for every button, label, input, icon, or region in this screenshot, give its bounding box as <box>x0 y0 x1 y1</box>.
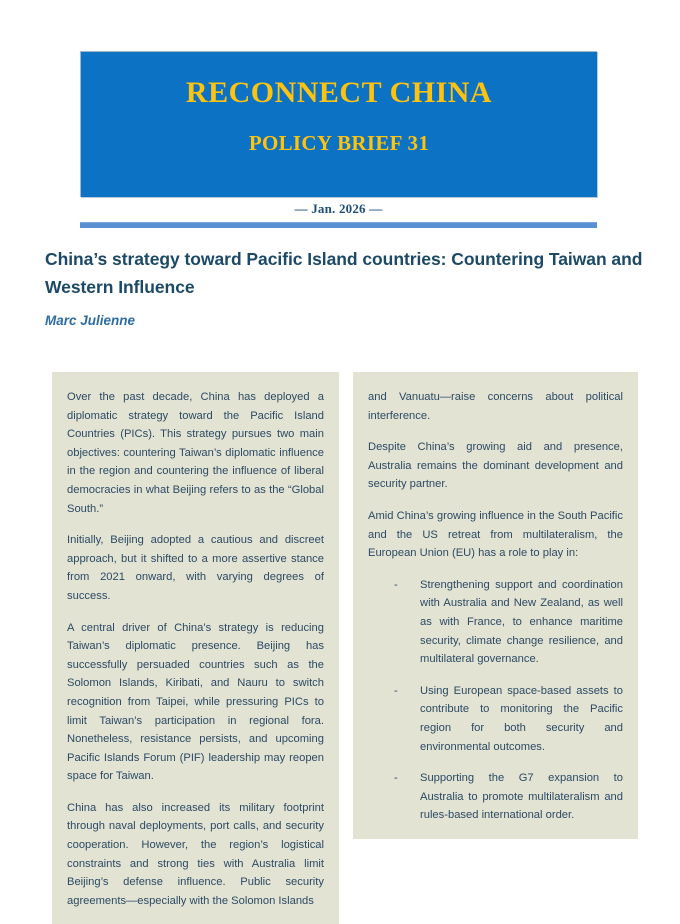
page-title: China’s strategy toward Pacific Island countries: Countering Taiwan and Western Influence <box>45 249 643 298</box>
body-paragraph: China has also increased its military footprint through naval deployments, port calls, and security cooperation. However, the region’s logistical constraints and strong ties with Australia limit Beijing’s defense influence. Public security agreements—especially with the Solomon Islands <box>67 801 324 907</box>
list-item-text: Strengthening support and coordination with Australia and New Zealand, as well as with France, to enhance maritime security, climate change resilience, and multilateral governance. <box>420 578 623 666</box>
author-name: Marc Julienne <box>45 312 136 328</box>
left-column-panel <box>52 372 339 924</box>
title-block <box>45 245 645 328</box>
list-item <box>368 576 623 669</box>
body-paragraph: Initially, Beijing adopted a cautious and discreet approach, but it shifted to a more assertive stance from 2021 onward, with varying degrees of success. <box>67 534 324 602</box>
content-columns <box>52 372 638 924</box>
body-paragraph: and Vanuatu—raise concerns about political interference. <box>368 391 623 422</box>
list-item-text: Supporting the G7 expansion to Australia to promote multilateralism and rules-based international order. <box>420 772 623 822</box>
body-paragraph: Amid China’s growing influence in the South Pacific and the US retreat from multilateralism, the European Union (EU) has a role to play in: <box>368 509 623 560</box>
list-item <box>368 769 623 825</box>
list-item <box>368 682 623 756</box>
issue-date: — Jan. 2026 — <box>294 201 383 216</box>
policy-brief-number: POLICY BRIEF 31 <box>248 131 430 155</box>
brand-title: RECONNECT CHINA <box>185 76 493 109</box>
dash-bullet-icon: - <box>394 578 398 591</box>
eu-recommendations-list <box>368 576 623 825</box>
body-paragraph: Over the past decade, China has deployed a diplomatic strategy toward the Pacific Island Countries (PICs). This strategy pursues two main objectives: countering Taiwan’s diplomatic influence in the region and countering the influence of liberal democracies in what Beijing refers to as the “Global South.” <box>67 391 324 515</box>
dash-bullet-icon: - <box>394 684 398 697</box>
body-paragraph: A central driver of China’s strategy is reducing Taiwan’s diplomatic presence. Beijing has successfully persuaded countries such as the Solomon Islands, Kiribati, and Nauru to switch recognition from Taipei, while pressuring PICs to limit Taiwan’s participation in regional fora. Nonetheless, resistance persists, and upcoming Pacific Islands Forum (PIF) leadership may reopen space for Taiwan. <box>67 621 324 783</box>
masthead-banner <box>80 51 597 197</box>
dash-bullet-icon: - <box>394 772 398 785</box>
right-column-panel <box>353 372 638 839</box>
accent-rule-divider <box>80 222 597 228</box>
masthead <box>80 51 597 228</box>
body-paragraph: Despite China’s growing aid and presence, Australia remains the dominant development and security partner. <box>368 441 623 491</box>
list-item-text: Using European space-based assets to contribute to monitoring the Pacific region for both security and environmental outcomes. <box>420 684 623 753</box>
